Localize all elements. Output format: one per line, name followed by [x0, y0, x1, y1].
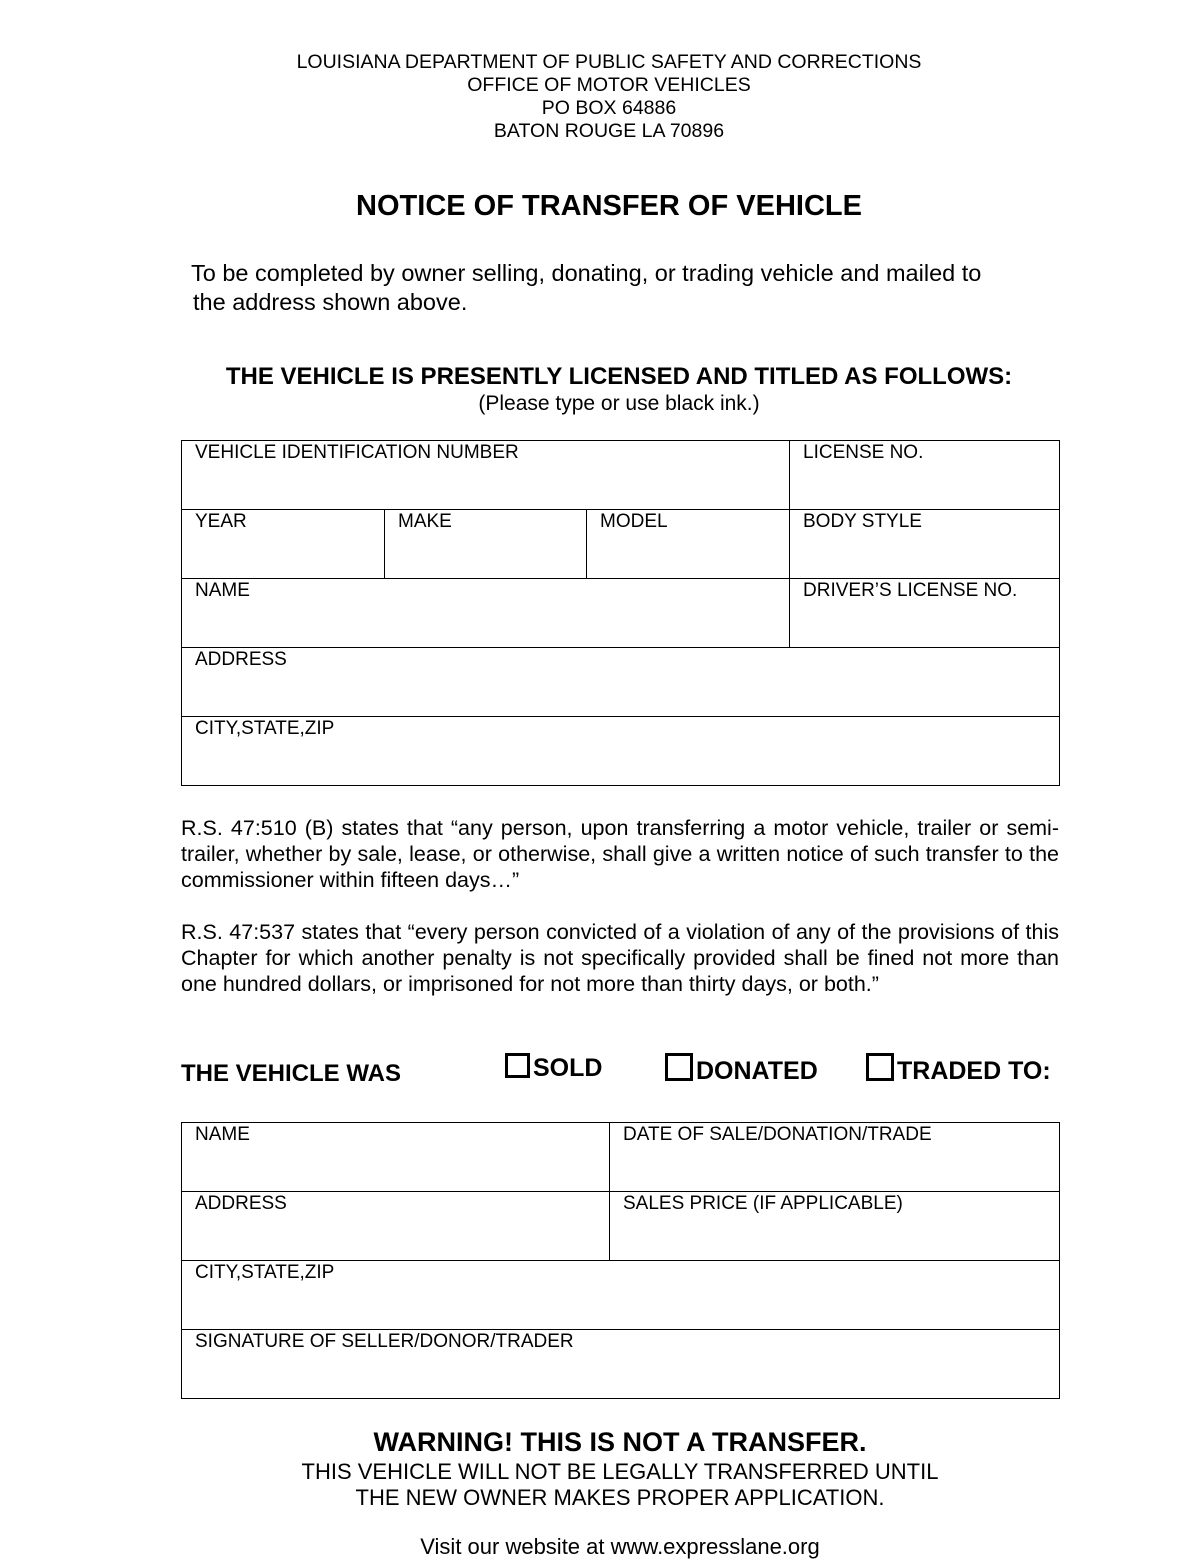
intro-text [191, 259, 1071, 317]
model-field[interactable] [587, 510, 790, 579]
option-donated [665, 1053, 818, 1086]
transfer-date-field[interactable] [610, 1123, 1060, 1192]
body-style-label: BODY STYLE [803, 511, 922, 532]
donated-label: DONATED [696, 1057, 818, 1085]
buyer-address-label: ADDRESS [195, 1193, 287, 1214]
vin-label: VEHICLE IDENTIFICATION NUMBER [195, 442, 519, 463]
table-row [182, 1330, 1060, 1399]
owner-address-field[interactable] [182, 648, 1060, 717]
warning-line-2: THE NEW OWNER MAKES PROPER APPLICATION. [355, 1485, 885, 1510]
drivers-license-field[interactable] [790, 579, 1060, 648]
warning-line-1: THIS VEHICLE WILL NOT BE LEGALLY TRANSFERRED UNTIL [301, 1459, 939, 1484]
intro-line-2: the address shown above. [193, 289, 468, 315]
statute-rs-47-510: R.S. 47:510 (B) states that “any person, upon transferring a motor vehicle, trailer or semi-trailer, whether by sale, lease, or otherwise, shall give a written notice of such transfer to the commissioner within fifteen days…” [181, 816, 1059, 892]
make-label: MAKE [398, 511, 452, 532]
traded-checkbox[interactable] [866, 1053, 894, 1081]
table-row [182, 648, 1060, 717]
buyer-city-state-zip-field[interactable] [182, 1261, 1060, 1330]
header-line-office: OFFICE OF MOTOR VEHICLES [467, 74, 751, 96]
buyer-name-label: NAME [195, 1124, 250, 1145]
page-title: NOTICE OF TRANSFER OF VEHICLE [356, 190, 862, 222]
sold-checkbox[interactable] [505, 1053, 530, 1078]
year-field[interactable] [182, 510, 385, 579]
header-line-department: LOUISIANA DEPARTMENT OF PUBLIC SAFETY AND CORRECTIONS [296, 51, 922, 73]
sales-price-label: SALES PRICE (IF APPLICABLE) [623, 1193, 903, 1214]
transfer-date-label: DATE OF SALE/DONATION/TRADE [623, 1124, 932, 1145]
table-row [182, 579, 1060, 648]
intro-line-1: To be completed by owner selling, donating, or trading vehicle and mailed to [191, 260, 982, 286]
body-style-field[interactable] [790, 510, 1060, 579]
make-field[interactable] [385, 510, 587, 579]
donated-checkbox[interactable] [665, 1053, 693, 1081]
owner-name-field[interactable] [182, 579, 790, 648]
header-line-city: BATON ROUGE LA 70896 [493, 120, 725, 142]
table-row [182, 717, 1060, 786]
traded-label: TRADED TO: [897, 1057, 1051, 1085]
table-row [182, 510, 1060, 579]
option-sold [505, 1053, 602, 1083]
table-row [182, 1123, 1060, 1192]
vehicle-was-label: THE VEHICLE WAS [181, 1060, 402, 1087]
option-traded [866, 1053, 1051, 1086]
owner-city-state-zip-label: CITY,STATE,ZIP [195, 718, 335, 739]
owner-city-state-zip-field[interactable] [182, 717, 1060, 786]
statute-rs-47-537: R.S. 47:537 states that “every person convicted of a violation of any of the provisions of this Chapter for which another penalty is not specifically provided shall be fined not more than one hundred dollars, or imprisoned for not more than thirty days, or both.” [181, 920, 1059, 996]
owner-address-label: ADDRESS [195, 649, 287, 670]
agency-header [0, 51, 1200, 143]
license-no-field[interactable] [790, 441, 1060, 510]
table-row [182, 1192, 1060, 1261]
header-line-po-box: PO BOX 64886 [541, 97, 677, 119]
signature-field[interactable] [182, 1330, 1060, 1399]
buyer-name-field[interactable] [182, 1123, 610, 1192]
section-subheading: (Please type or use black ink.) [478, 392, 760, 415]
buyer-address-field[interactable] [182, 1192, 610, 1261]
signature-label: SIGNATURE OF SELLER/DONOR/TRADER [195, 1331, 574, 1352]
model-label: MODEL [600, 511, 668, 532]
table-row [182, 1261, 1060, 1330]
owner-name-label: NAME [195, 580, 250, 601]
vehicle-info-table [181, 440, 1060, 786]
table-row [182, 441, 1060, 510]
vin-field[interactable] [182, 441, 790, 510]
drivers-license-label: DRIVER’S LICENSE NO. [803, 580, 1018, 601]
warning-heading: WARNING! THIS IS NOT A TRANSFER. [373, 1427, 867, 1457]
section-heading: THE VEHICLE IS PRESENTLY LICENSED AND TITLED AS FOLLOWS: [225, 363, 1013, 390]
year-label: YEAR [195, 511, 247, 532]
sold-label: SOLD [533, 1054, 603, 1082]
license-no-label: LICENSE NO. [803, 442, 924, 463]
buyer-city-state-zip-label: CITY,STATE,ZIP [195, 1262, 335, 1283]
sales-price-field[interactable] [610, 1192, 1060, 1261]
website-notice: Visit our website at www.expresslane.org [420, 1534, 820, 1559]
transfer-info-table [181, 1122, 1060, 1399]
